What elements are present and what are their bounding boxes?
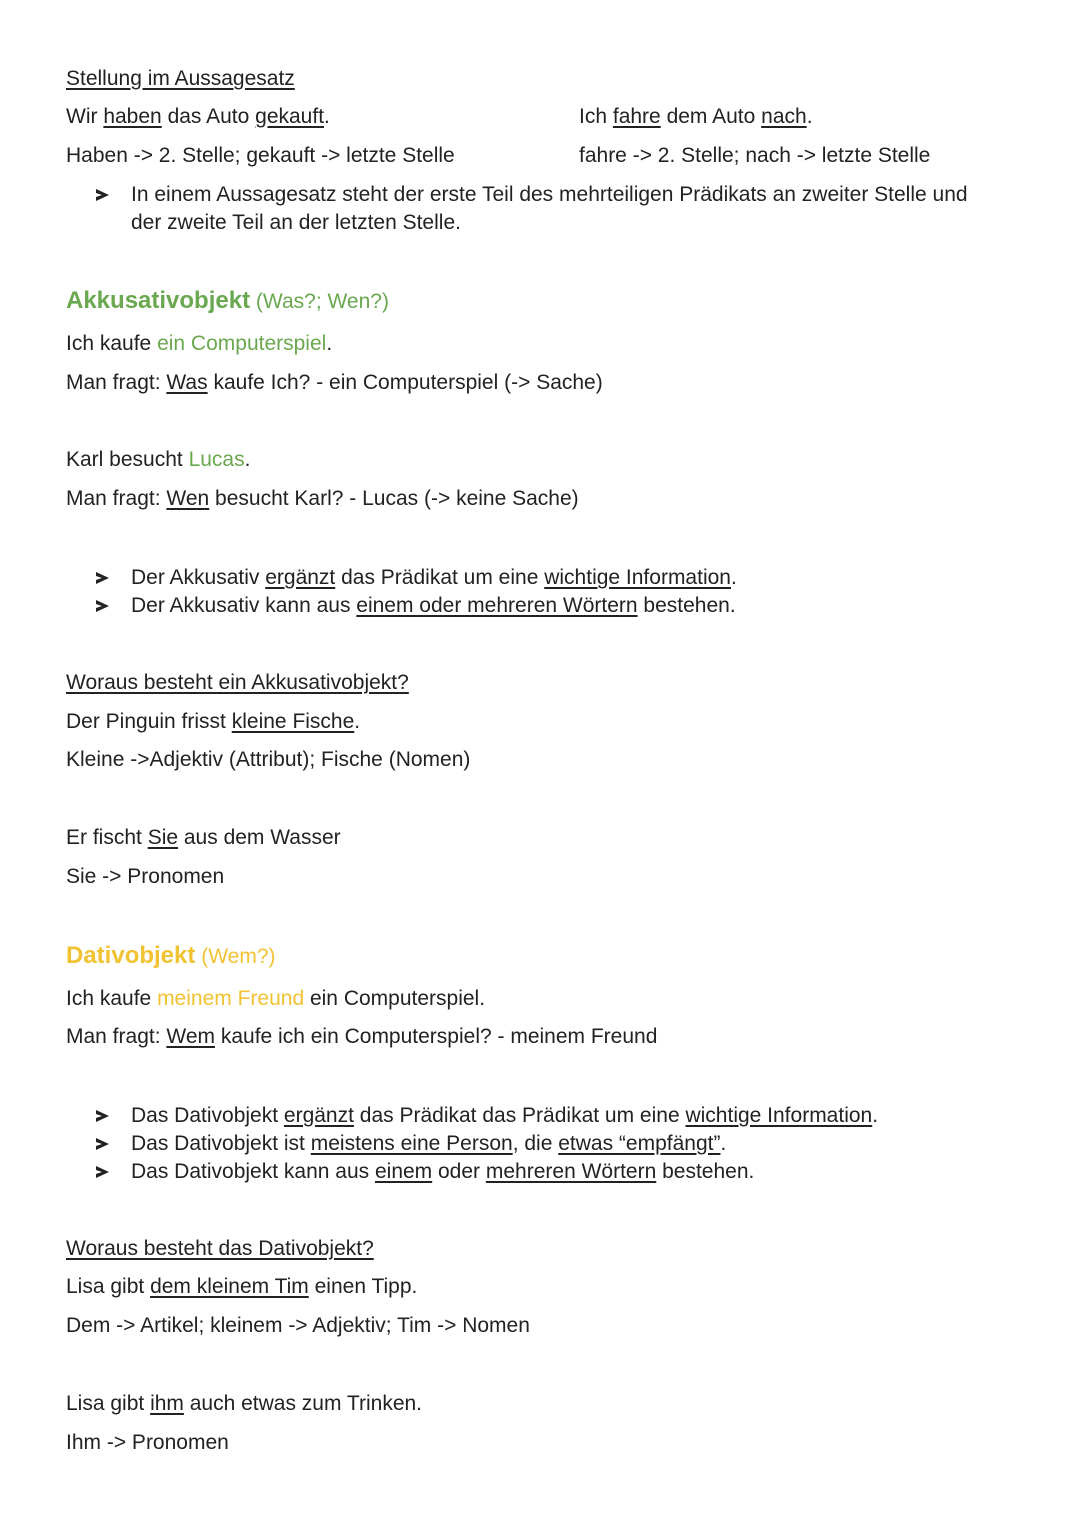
heading-akkusativobjekt: Akkusativobjekt (Was?; Wen?) xyxy=(66,287,389,314)
akk-example-4-note: Sie -> Pronomen xyxy=(66,865,225,888)
bullet-list-stellung xyxy=(96,181,1036,237)
dat-example-2: Lisa gibt dem kleinem Tim einen Tipp. xyxy=(66,1275,418,1298)
dat-example-3: Lisa gibt ihm auch etwas zum Trinken. xyxy=(66,1392,423,1415)
akk-question-1: Man fragt: Was kaufe Ich? - ein Computerspiel (-> Sache) xyxy=(66,371,603,394)
arrowhead-bullet-icon xyxy=(96,572,109,584)
arrowhead-bullet-icon xyxy=(96,1166,109,1178)
bullet-item: Das Dativobjekt ergänzt das Prädikat das Prädikat um eine wichtige Information. xyxy=(96,1102,1036,1130)
bullet-list-dativ xyxy=(96,1102,1036,1186)
dat-subheading: Woraus besteht das Dativobjekt? xyxy=(66,1237,374,1260)
akk-example-4: Er fischt Sie aus dem Wasser xyxy=(66,826,341,849)
heading-stellung: Stellung im Aussagesatz xyxy=(66,67,295,90)
example-sentence-2: Ich fahre dem Auto nach. xyxy=(579,105,813,128)
arrowhead-bullet-icon xyxy=(96,1110,109,1122)
akk-example-3: Der Pinguin frisst kleine Fische. xyxy=(66,710,361,733)
dat-question-1: Man fragt: Wem kaufe ich ein Computerspiel? - meinem Freund xyxy=(66,1025,658,1048)
bullet-item: Das Dativobjekt kann aus einem oder mehreren Wörtern bestehen. xyxy=(96,1158,1036,1186)
example-note-2: fahre -> 2. Stelle; nach -> letzte Stelle xyxy=(579,144,931,167)
bullet-item: Der Akkusativ ergänzt das Prädikat um eine wichtige Information. xyxy=(96,564,1036,592)
example-sentence-1: Wir haben das Auto gekauft. xyxy=(66,105,330,128)
bullet-item: Das Dativobjekt ist meistens eine Person, die etwas “empfängt”. xyxy=(96,1130,1036,1158)
akk-example-3-note: Kleine ->Adjektiv (Attribut); Fische (Nomen) xyxy=(66,748,471,771)
bullet-item: In einem Aussagesatz steht der erste Teil des mehrteiligen Prädikats an zweiter Stelle und der zweite Teil an der letzten Stelle. xyxy=(96,181,1036,237)
arrowhead-bullet-icon xyxy=(96,189,109,201)
bullet-item: Der Akkusativ kann aus einem oder mehreren Wörtern bestehen. xyxy=(96,592,1036,620)
dat-example-1: Ich kaufe meinem Freund ein Computerspiel. xyxy=(66,987,486,1010)
akk-example-2: Karl besucht Lucas. xyxy=(66,448,251,471)
dat-example-3-note: Ihm -> Pronomen xyxy=(66,1431,229,1454)
dat-example-2-note: Dem -> Artikel; kleinem -> Adjektiv; Tim -> Nomen xyxy=(66,1314,530,1337)
akk-example-1: Ich kaufe ein Computerspiel. xyxy=(66,332,333,355)
heading-dativobjekt: Dativobjekt (Wem?) xyxy=(66,942,276,969)
arrowhead-bullet-icon xyxy=(96,600,109,612)
example-note-1: Haben -> 2. Stelle; gekauft -> letzte Stelle xyxy=(66,144,455,167)
akk-question-2: Man fragt: Wen besucht Karl? - Lucas (-> keine Sache) xyxy=(66,487,579,510)
akk-subheading: Woraus besteht ein Akkusativobjekt? xyxy=(66,671,409,694)
arrowhead-bullet-icon xyxy=(96,1138,109,1150)
bullet-list-akkusativ xyxy=(96,564,1036,620)
